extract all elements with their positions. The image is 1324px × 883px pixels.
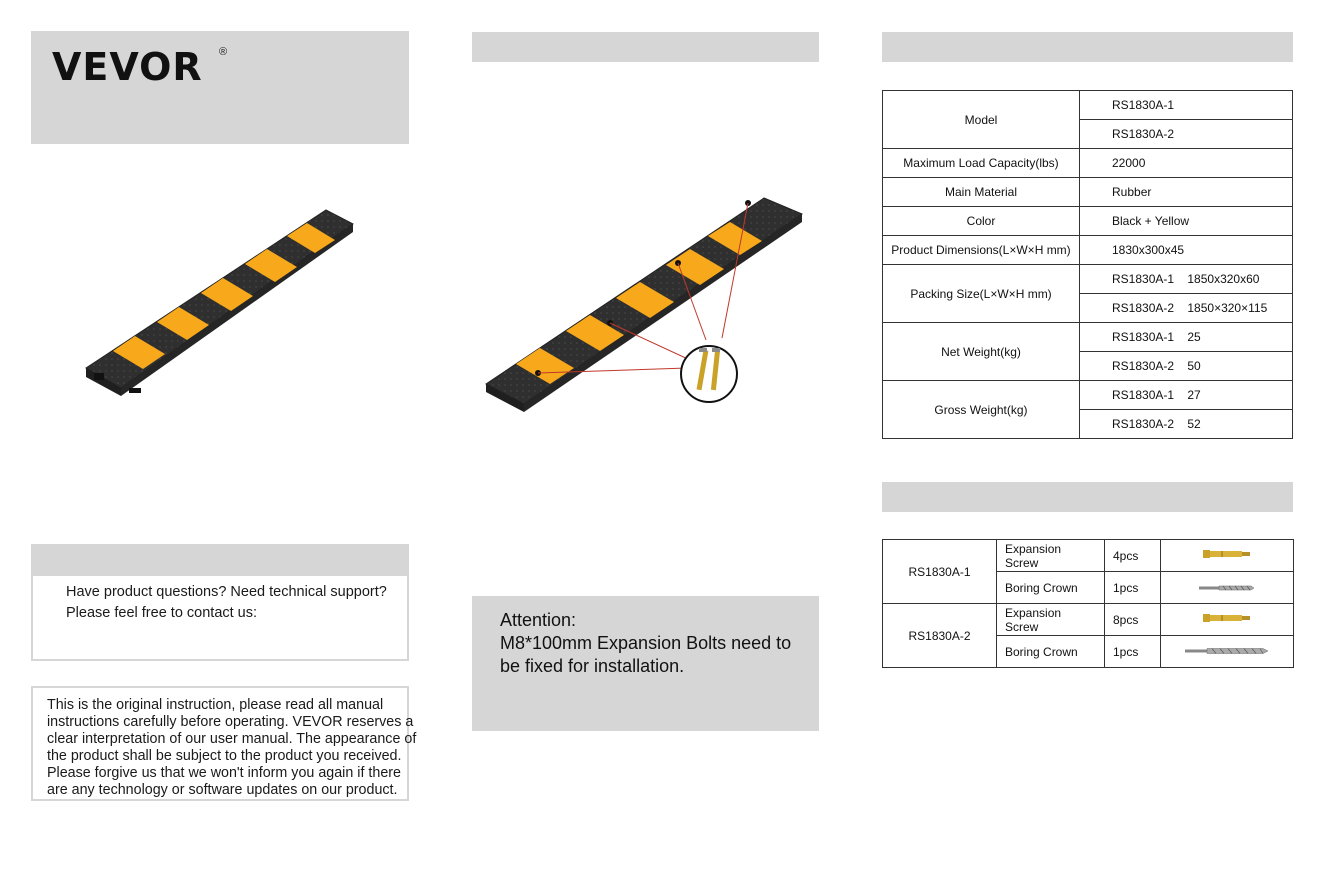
attention-title: Attention: — [500, 610, 577, 630]
table-row — [883, 236, 1293, 265]
drill-bit-icon — [1185, 646, 1269, 656]
table-cell: Expansion Screw — [997, 604, 1105, 636]
drill-bit-icon — [1199, 584, 1255, 592]
section-header-bar — [882, 32, 1293, 62]
table-label: Color — [883, 207, 1080, 236]
notice-line: instructions carefully before operating. VEVOR reserves a — [47, 714, 414, 730]
notice-line: Please forgive us that we won't inform you again if there — [47, 765, 401, 781]
table-cell: 22000 — [1080, 149, 1293, 178]
table-cell: RS1830A-2 1850×320×115 — [1080, 294, 1293, 323]
table-label: Gross Weight(kg) — [883, 381, 1080, 439]
table-cell: Rubber — [1080, 178, 1293, 207]
vevor-logo: VEVOR — [52, 45, 203, 89]
notice-line: are any technology or software updates on our product. — [47, 782, 398, 798]
notice-line: the product shall be subject to the product you received. — [47, 748, 402, 764]
table-cell — [1161, 572, 1294, 604]
table-row — [883, 323, 1293, 352]
table-cell — [1161, 636, 1294, 668]
table-label: Net Weight(kg) — [883, 323, 1080, 381]
table-cell: RS1830A-2 52 — [1080, 410, 1293, 439]
table-label: RS1830A-2 — [883, 604, 997, 668]
table-cell: RS1830A-1 1850x320x60 — [1080, 265, 1293, 294]
table-row — [883, 91, 1293, 120]
support-header-bar — [31, 544, 409, 576]
speed-bump-image — [31, 188, 409, 407]
table-cell: 1830x300x45 — [1080, 236, 1293, 265]
section-header-bar — [472, 32, 819, 62]
notice-line: This is the original instruction, please read all manual — [47, 697, 384, 713]
table-cell: RS1830A-2 50 — [1080, 352, 1293, 381]
table-label: Model — [883, 91, 1080, 149]
expansion-screw-icon — [1202, 547, 1252, 561]
table-cell: 8pcs — [1105, 604, 1161, 636]
table-cell: 1pcs — [1105, 636, 1161, 668]
table-cell: 4pcs — [1105, 540, 1161, 572]
accessories-table — [882, 539, 1294, 668]
registered-mark: ® — [219, 46, 228, 58]
expansion-screw-icon — [1202, 611, 1252, 625]
attention-line: be fixed for installation. — [500, 656, 685, 676]
table-label: Maximum Load Capacity(lbs) — [883, 149, 1080, 178]
table-row — [883, 540, 1294, 572]
table-cell: 1pcs — [1105, 572, 1161, 604]
table-row — [883, 207, 1293, 236]
table-cell: Boring Crown — [997, 636, 1105, 668]
table-row — [883, 604, 1294, 636]
table-label: RS1830A-1 — [883, 540, 997, 604]
table-row — [883, 381, 1293, 410]
table-label: Main Material — [883, 178, 1080, 207]
table-cell: RS1830A-1 25 — [1080, 323, 1293, 352]
notice-line: clear interpretation of our user manual. The appearance of — [47, 731, 417, 747]
table-label: Product Dimensions(L×W×H mm) — [883, 236, 1080, 265]
attention-line: M8*100mm Expansion Bolts need to — [500, 633, 792, 653]
table-row — [883, 265, 1293, 294]
section-header-bar — [882, 482, 1293, 512]
table-cell — [1161, 540, 1294, 572]
table-row — [883, 178, 1293, 207]
support-question-text: Have product questions? Need technical support? — [66, 584, 387, 600]
table-cell: Boring Crown — [997, 572, 1105, 604]
table-cell: RS1830A-2 — [1080, 120, 1293, 149]
table-cell: RS1830A-1 27 — [1080, 381, 1293, 410]
table-cell: RS1830A-1 — [1080, 91, 1293, 120]
table-row — [883, 149, 1293, 178]
table-label: Packing Size(L×W×H mm) — [883, 265, 1080, 323]
installation-diagram — [472, 178, 819, 418]
table-cell: Black + Yellow — [1080, 207, 1293, 236]
table-cell — [1161, 604, 1294, 636]
table-cell: Expansion Screw — [997, 540, 1105, 572]
specification-table — [882, 90, 1293, 439]
support-contact-text: Please feel free to contact us: — [66, 605, 258, 621]
